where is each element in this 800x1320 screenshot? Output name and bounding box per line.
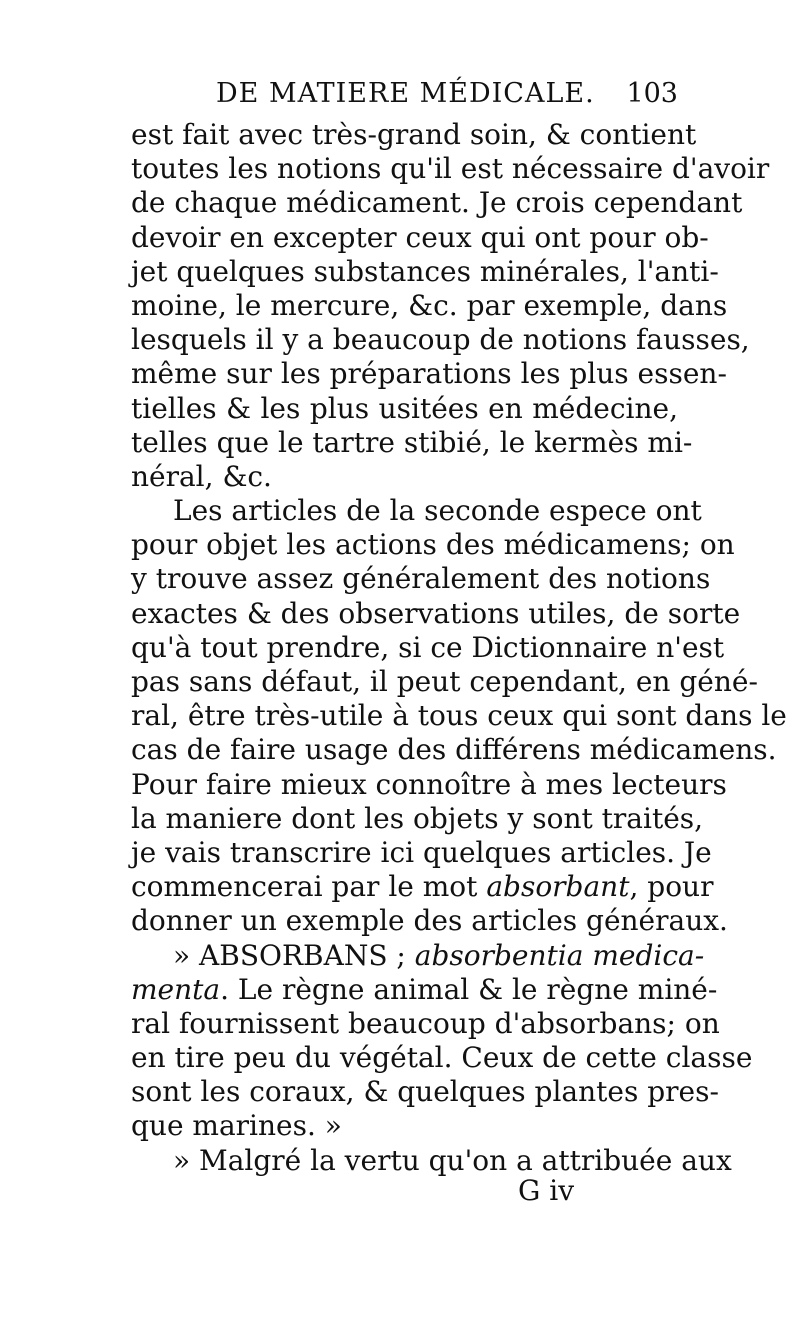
text-line: moine, le mercure, &c. par exemple, dans: [131, 288, 728, 322]
text-line: de chaque médicament. Je crois cependant: [131, 186, 743, 220]
signature-mark: G iv: [518, 1174, 575, 1207]
text-line: néral, &c.: [131, 459, 272, 493]
text-line: menta. Le règne animal & le règne miné-: [131, 972, 718, 1006]
text-line: que marines. »: [131, 1109, 342, 1143]
text-line: en tire peu du végétal. Ceux de cette classe: [131, 1041, 753, 1075]
text-line: même sur les préparations les plus essen-: [131, 357, 727, 391]
text-line: cas de faire usage des différens médicamens.: [131, 733, 777, 767]
text-line: toutes les notions qu'il est nécessaire d'avoir: [131, 152, 770, 186]
text-line: est fait avec très-grand soin, & contient: [131, 118, 697, 151]
text-line: telles que le tartre stibié, le kermès mi-: [131, 425, 693, 459]
text-line: pas sans défaut, il peut cependant, en géné-: [131, 665, 758, 698]
text-line: tielles & les plus usitées en médecine,: [131, 391, 678, 425]
running-head: [130, 78, 678, 122]
body-text: [131, 118, 787, 1178]
text-line: je vais transcrire ici quelques articles. Je: [131, 835, 712, 869]
text-line: donner un exemple des articles généraux.: [131, 904, 728, 938]
text-line: lesquels il y a beaucoup de notions fausses,: [131, 323, 750, 357]
text-line: » Malgré la vertu qu'on a attribuée aux: [173, 1143, 732, 1177]
running-title: DE MATIERE MÉDICALE.: [216, 78, 595, 109]
text-line: exactes & des observations utiles, de sorte: [131, 596, 741, 630]
text-line: ral fournissent beaucoup d'absorbans; on: [131, 1006, 720, 1040]
text-line: commencerai par le mot absorbant, pour: [131, 870, 714, 904]
text-line: pour objet les actions des médicamens; on: [131, 528, 735, 562]
text-line: la maniere dont les objets y sont traités,: [131, 801, 704, 835]
text-line: ral, être très-utile à tous ceux qui sont dans le: [131, 699, 787, 733]
text-line: » ABSORBANS ; absorbentia medica-: [173, 938, 705, 972]
text-line: Pour faire mieux connoître à mes lecteurs: [131, 767, 727, 801]
text-line: qu'à tout prendre, si ce Dictionnaire n'est: [131, 630, 725, 664]
text-line: devoir en excepter ceux qui ont pour ob-: [131, 220, 709, 254]
text-line: sont les coraux, & quelques plantes pres-: [131, 1075, 719, 1109]
text-line: Les articles de la seconde espece ont: [173, 494, 702, 528]
text-line: jet quelques substances minérales, l'anti-: [131, 254, 719, 288]
page-number: 103: [626, 78, 678, 109]
text-line: y trouve assez généralement des notions: [131, 562, 711, 596]
